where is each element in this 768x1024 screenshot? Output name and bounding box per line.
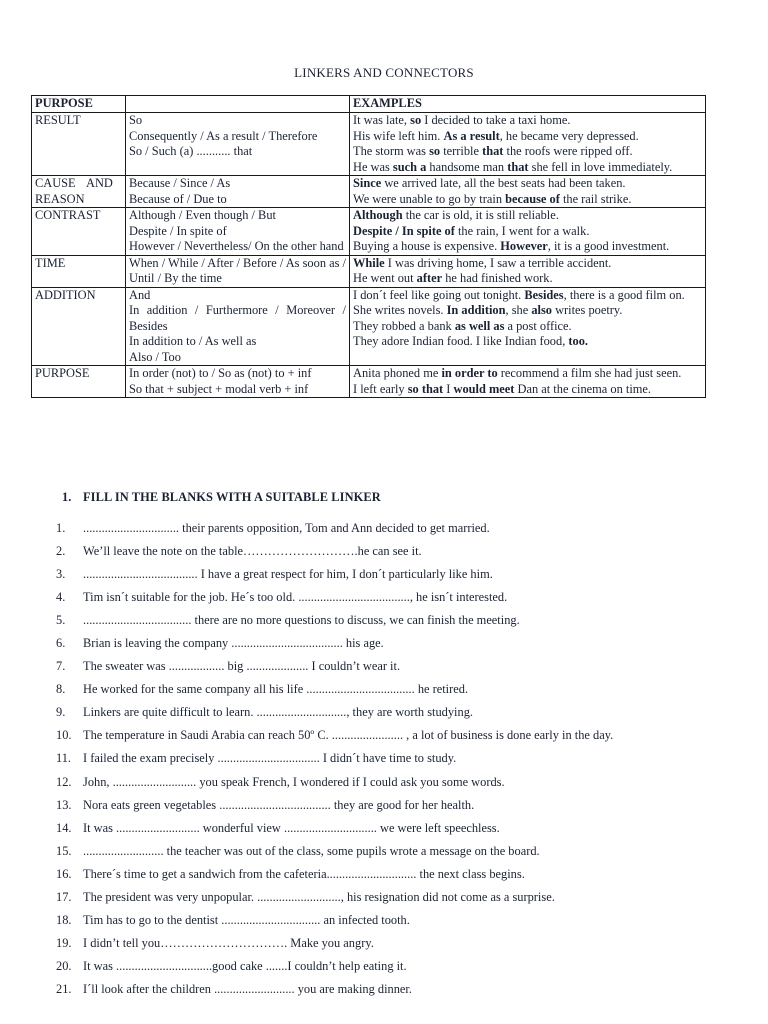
list-item bbox=[56, 844, 736, 867]
linker-highlight: so bbox=[429, 144, 441, 158]
purpose-cell bbox=[32, 176, 126, 208]
list-item bbox=[56, 728, 736, 751]
linkers-cell bbox=[126, 366, 350, 398]
example-sentence bbox=[353, 129, 702, 145]
linkers-cell bbox=[126, 208, 350, 256]
example-sentence bbox=[353, 382, 702, 398]
item-sentence: .......................... the teacher was out of the class, some pupils wrote a message on the board. bbox=[83, 843, 540, 858]
item-sentence: I didn’t tell you…………………………. Make you angry. bbox=[83, 935, 374, 950]
table-header-row bbox=[32, 96, 706, 113]
table-row bbox=[32, 176, 706, 208]
example-text: writes poetry. bbox=[551, 303, 623, 317]
item-sentence: Tim has to go to the dentist ................................ an infected tooth. bbox=[83, 912, 410, 927]
purpose-cell bbox=[32, 113, 126, 176]
linker-highlight: such a bbox=[392, 159, 427, 174]
item-number: 13. bbox=[56, 797, 72, 812]
examples-cell bbox=[350, 255, 706, 287]
linker-text: In addition / Furthermore / Moreover / Besides bbox=[129, 303, 346, 333]
list-item bbox=[56, 798, 736, 821]
example-text: It was late, bbox=[353, 113, 411, 127]
linker-highlight: that bbox=[507, 159, 529, 174]
examples-cell bbox=[350, 176, 706, 208]
linker-highlight: also bbox=[531, 303, 552, 317]
item-number: 1. bbox=[56, 521, 66, 535]
linker-text: Because / Since / As bbox=[129, 176, 231, 190]
linkers-cell bbox=[126, 176, 350, 208]
linker-highlight: in order to bbox=[441, 366, 498, 380]
item-number: 18. bbox=[56, 912, 72, 927]
linker-highlight: after bbox=[416, 271, 443, 285]
item-number: 5. bbox=[56, 613, 66, 628]
item-sentence: I´ll look after the children .......................... you are making dinner. bbox=[83, 981, 412, 996]
example-text: , there is a good film on. bbox=[563, 287, 685, 302]
list-item bbox=[56, 544, 736, 567]
item-number: 6. bbox=[56, 636, 66, 651]
linker-highlight: because of bbox=[505, 191, 560, 206]
header-purpose: PURPOSE bbox=[32, 96, 126, 113]
example-sentence bbox=[353, 303, 702, 319]
item-number: 8. bbox=[56, 682, 66, 697]
example-text: handsome man bbox=[426, 159, 508, 174]
linker-text: In order (not) to / So as (not) to + inf bbox=[129, 366, 312, 380]
example-text: She writes novels. bbox=[353, 303, 447, 317]
page-title: LINKERS AND CONNECTORS bbox=[294, 65, 474, 80]
example-text: we arrived late, all the best seats had been taken. bbox=[381, 176, 626, 190]
item-sentence: The sweater was .................. big .................... I couldn’t wear it. bbox=[83, 659, 401, 674]
example-text: , it is a good investment. bbox=[547, 239, 670, 253]
item-sentence: Linkers are quite difficult to learn. ............................., they are worth studying. bbox=[83, 705, 473, 720]
item-number: 21. bbox=[56, 981, 72, 996]
example-text: I don´t feel like going out tonight. bbox=[353, 287, 525, 302]
example-text: , he became very depressed. bbox=[499, 128, 639, 143]
purpose-label: REASON bbox=[35, 191, 85, 206]
linkers-cell bbox=[126, 255, 350, 287]
list-item bbox=[56, 821, 736, 844]
list-item bbox=[56, 751, 736, 774]
linker-highlight: so bbox=[410, 113, 422, 127]
purpose-cell bbox=[32, 287, 126, 366]
example-text: he had finished work. bbox=[442, 271, 553, 285]
item-number: 11. bbox=[56, 751, 72, 766]
example-text: I left early bbox=[353, 381, 408, 396]
example-sentence bbox=[353, 288, 702, 304]
examples-cell bbox=[350, 366, 706, 398]
example-sentence bbox=[353, 334, 702, 350]
list-item bbox=[56, 613, 736, 636]
linker-text: Although / Even though / But bbox=[129, 208, 276, 222]
item-sentence: ............................... their parents opposition, Tom and Ann decided to get married. bbox=[83, 521, 490, 535]
linker-text: When / While / After / Before / As soon as / Until / By the time bbox=[129, 255, 346, 285]
item-number: 15. bbox=[56, 843, 72, 858]
item-sentence: ................................... there are no more questions to discuss, we can finish the meeting. bbox=[83, 613, 520, 628]
item-sentence: It was ...............................good cake .......I couldn’t help eating it. bbox=[83, 958, 407, 973]
example-text: the rain, I went for a walk. bbox=[454, 223, 590, 238]
item-number: 7. bbox=[56, 659, 66, 674]
example-text: I decided to take a taxi home. bbox=[421, 113, 571, 127]
item-number: 17. bbox=[56, 889, 72, 904]
table-row bbox=[32, 366, 706, 398]
purpose-cell bbox=[32, 366, 126, 398]
linkers-cell bbox=[126, 287, 350, 366]
example-text: a post office. bbox=[504, 318, 572, 333]
example-text: He went out bbox=[353, 271, 417, 285]
purpose-label: TIME bbox=[35, 255, 66, 270]
examples-cell bbox=[350, 287, 706, 366]
example-text: The storm was bbox=[353, 144, 430, 158]
item-number: 16. bbox=[56, 866, 72, 881]
table-row bbox=[32, 113, 706, 176]
examples-cell bbox=[350, 113, 706, 176]
linker-highlight: In addition bbox=[446, 303, 506, 317]
example-sentence bbox=[353, 239, 702, 255]
linker-highlight: that bbox=[482, 144, 504, 158]
list-item bbox=[56, 567, 736, 590]
item-sentence: It was ........................... wonderful view .............................. we were left speechless. bbox=[83, 820, 500, 835]
list-item bbox=[56, 590, 736, 613]
example-sentence bbox=[353, 160, 702, 176]
example-sentence bbox=[353, 176, 702, 192]
purpose-label: PURPOSE bbox=[35, 366, 90, 380]
item-sentence: Brian is leaving the company .................................... his age. bbox=[83, 636, 384, 651]
linker-highlight: As a result bbox=[443, 128, 500, 143]
example-sentence bbox=[353, 208, 702, 224]
example-text: They robbed a bank bbox=[353, 318, 455, 333]
item-sentence: Tim isn´t suitable for the job. He´s too old. ...................................., he isn´t interested. bbox=[83, 590, 508, 605]
example-sentence bbox=[353, 224, 702, 240]
example-text: the rail strike. bbox=[559, 191, 632, 206]
item-number: 3. bbox=[56, 567, 66, 582]
item-sentence: There´s time to get a sandwich from the cafeteria............................. the next class begins. bbox=[83, 866, 525, 881]
linkers-cell bbox=[126, 113, 350, 176]
example-text: terrible bbox=[440, 144, 483, 158]
exercise-list bbox=[56, 521, 736, 1005]
list-item bbox=[56, 705, 736, 728]
example-text: They adore Indian food. I like Indian food, bbox=[353, 334, 569, 348]
item-number: 19. bbox=[56, 935, 72, 950]
item-number: 4. bbox=[56, 590, 66, 605]
linker-text: So / Such (a) ........... that bbox=[129, 144, 253, 158]
list-item bbox=[56, 775, 736, 798]
example-sentence bbox=[353, 256, 702, 272]
item-number: 2. bbox=[56, 544, 66, 559]
linker-highlight: would meet bbox=[453, 381, 515, 396]
example-sentence bbox=[353, 144, 702, 160]
table-row bbox=[32, 287, 706, 366]
item-number: 20. bbox=[56, 958, 72, 973]
linker-highlight: Despite / In spite of bbox=[353, 223, 455, 238]
linkers-table bbox=[31, 95, 706, 398]
purpose-cell bbox=[32, 208, 126, 256]
purpose-cell bbox=[32, 255, 126, 287]
list-item bbox=[56, 636, 736, 659]
linker-text: So that + subject + modal verb + inf bbox=[129, 381, 309, 396]
example-text: the roofs were ripped off. bbox=[503, 144, 633, 158]
list-item bbox=[56, 867, 736, 890]
linker-highlight: too. bbox=[568, 334, 589, 348]
examples-cell bbox=[350, 208, 706, 256]
item-number: 9. bbox=[56, 705, 66, 720]
item-sentence: John, ........................... you speak French, I wondered if I could ask you some words. bbox=[83, 774, 505, 789]
example-sentence bbox=[353, 319, 702, 335]
linker-highlight: However bbox=[500, 239, 548, 253]
list-item bbox=[56, 682, 736, 705]
item-number: 12. bbox=[56, 774, 72, 789]
linker-highlight: as well as bbox=[454, 318, 505, 333]
item-number: 10. bbox=[56, 728, 72, 743]
exercise-number: 1. bbox=[62, 490, 72, 504]
table-row bbox=[32, 208, 706, 256]
item-sentence: The president was very unpopular. ..........................., his resignation did not come as a surprise. bbox=[83, 889, 555, 904]
item-sentence: The temperature in Saudi Arabia can reach 50º C. ....................... , a lot of business is done early in the day. bbox=[83, 728, 614, 743]
linker-highlight: While bbox=[353, 255, 385, 270]
list-item bbox=[56, 890, 736, 913]
item-number: 14. bbox=[56, 820, 72, 835]
example-text: , she bbox=[505, 303, 532, 317]
exercise-heading-text: FILL IN THE BLANKS WITH A SUITABLE LINKER bbox=[83, 490, 381, 504]
purpose-label: ADDITION bbox=[35, 287, 96, 302]
linker-highlight: Although bbox=[353, 208, 403, 222]
example-text: He was bbox=[353, 159, 393, 174]
example-text: the car is old, it is still reliable. bbox=[402, 208, 559, 222]
linker-highlight: so that bbox=[407, 381, 444, 396]
list-item bbox=[56, 982, 736, 1005]
example-text: I was driving home, I saw a terrible accident. bbox=[384, 255, 612, 270]
example-text: Dan at the cinema on time. bbox=[514, 381, 652, 396]
linker-text: Also / Too bbox=[129, 349, 181, 364]
linker-text: So bbox=[129, 113, 143, 127]
linker-text: Consequently / As a result / Therefore bbox=[129, 128, 318, 143]
linker-text: Despite / In spite of bbox=[129, 223, 227, 238]
exercise-heading bbox=[62, 490, 381, 506]
purpose-label: CONTRAST bbox=[35, 208, 101, 222]
list-item bbox=[56, 913, 736, 936]
example-text: We were unable to go by train bbox=[353, 191, 506, 206]
example-sentence bbox=[353, 271, 702, 287]
table-row bbox=[32, 255, 706, 287]
linker-text: However / Nevertheless/ On the other hand bbox=[129, 239, 344, 253]
item-sentence: I failed the exam precisely ................................. I didn´t have time to study. bbox=[83, 751, 457, 766]
example-sentence bbox=[353, 366, 702, 382]
linker-text: In addition to / As well as bbox=[129, 334, 257, 348]
item-sentence: We’ll leave the note on the table……………………….he can see it. bbox=[83, 544, 422, 559]
header-examples: EXAMPLES bbox=[350, 96, 706, 113]
purpose-label: RESULT bbox=[35, 113, 81, 127]
example-text: I bbox=[443, 381, 454, 396]
item-sentence: Nora eats green vegetables .................................... they are good for her health. bbox=[83, 797, 475, 812]
linker-text: Because of / Due to bbox=[129, 191, 227, 206]
example-text: Buying a house is expensive. bbox=[353, 239, 501, 253]
example-text: Anita phoned me bbox=[353, 366, 442, 380]
example-text: His wife left him. bbox=[353, 128, 444, 143]
linker-highlight: Since bbox=[353, 176, 382, 190]
list-item bbox=[56, 936, 736, 959]
list-item bbox=[56, 659, 736, 682]
linker-highlight: Besides bbox=[524, 287, 564, 302]
purpose-label: CAUSE AND bbox=[35, 176, 113, 190]
example-text: she fell in love immediately. bbox=[528, 159, 673, 174]
list-item bbox=[56, 521, 736, 544]
example-text: recommend a film she had just seen. bbox=[497, 366, 682, 380]
example-sentence bbox=[353, 192, 702, 208]
list-item bbox=[56, 959, 736, 982]
item-sentence: ..................................... I have a great respect for him, I don´t particularly like him. bbox=[83, 567, 493, 582]
header-linkers bbox=[126, 96, 350, 113]
linker-text: And bbox=[129, 287, 151, 302]
item-sentence: He worked for the same company all his life ................................... he retired. bbox=[83, 682, 469, 697]
example-sentence bbox=[353, 113, 702, 129]
